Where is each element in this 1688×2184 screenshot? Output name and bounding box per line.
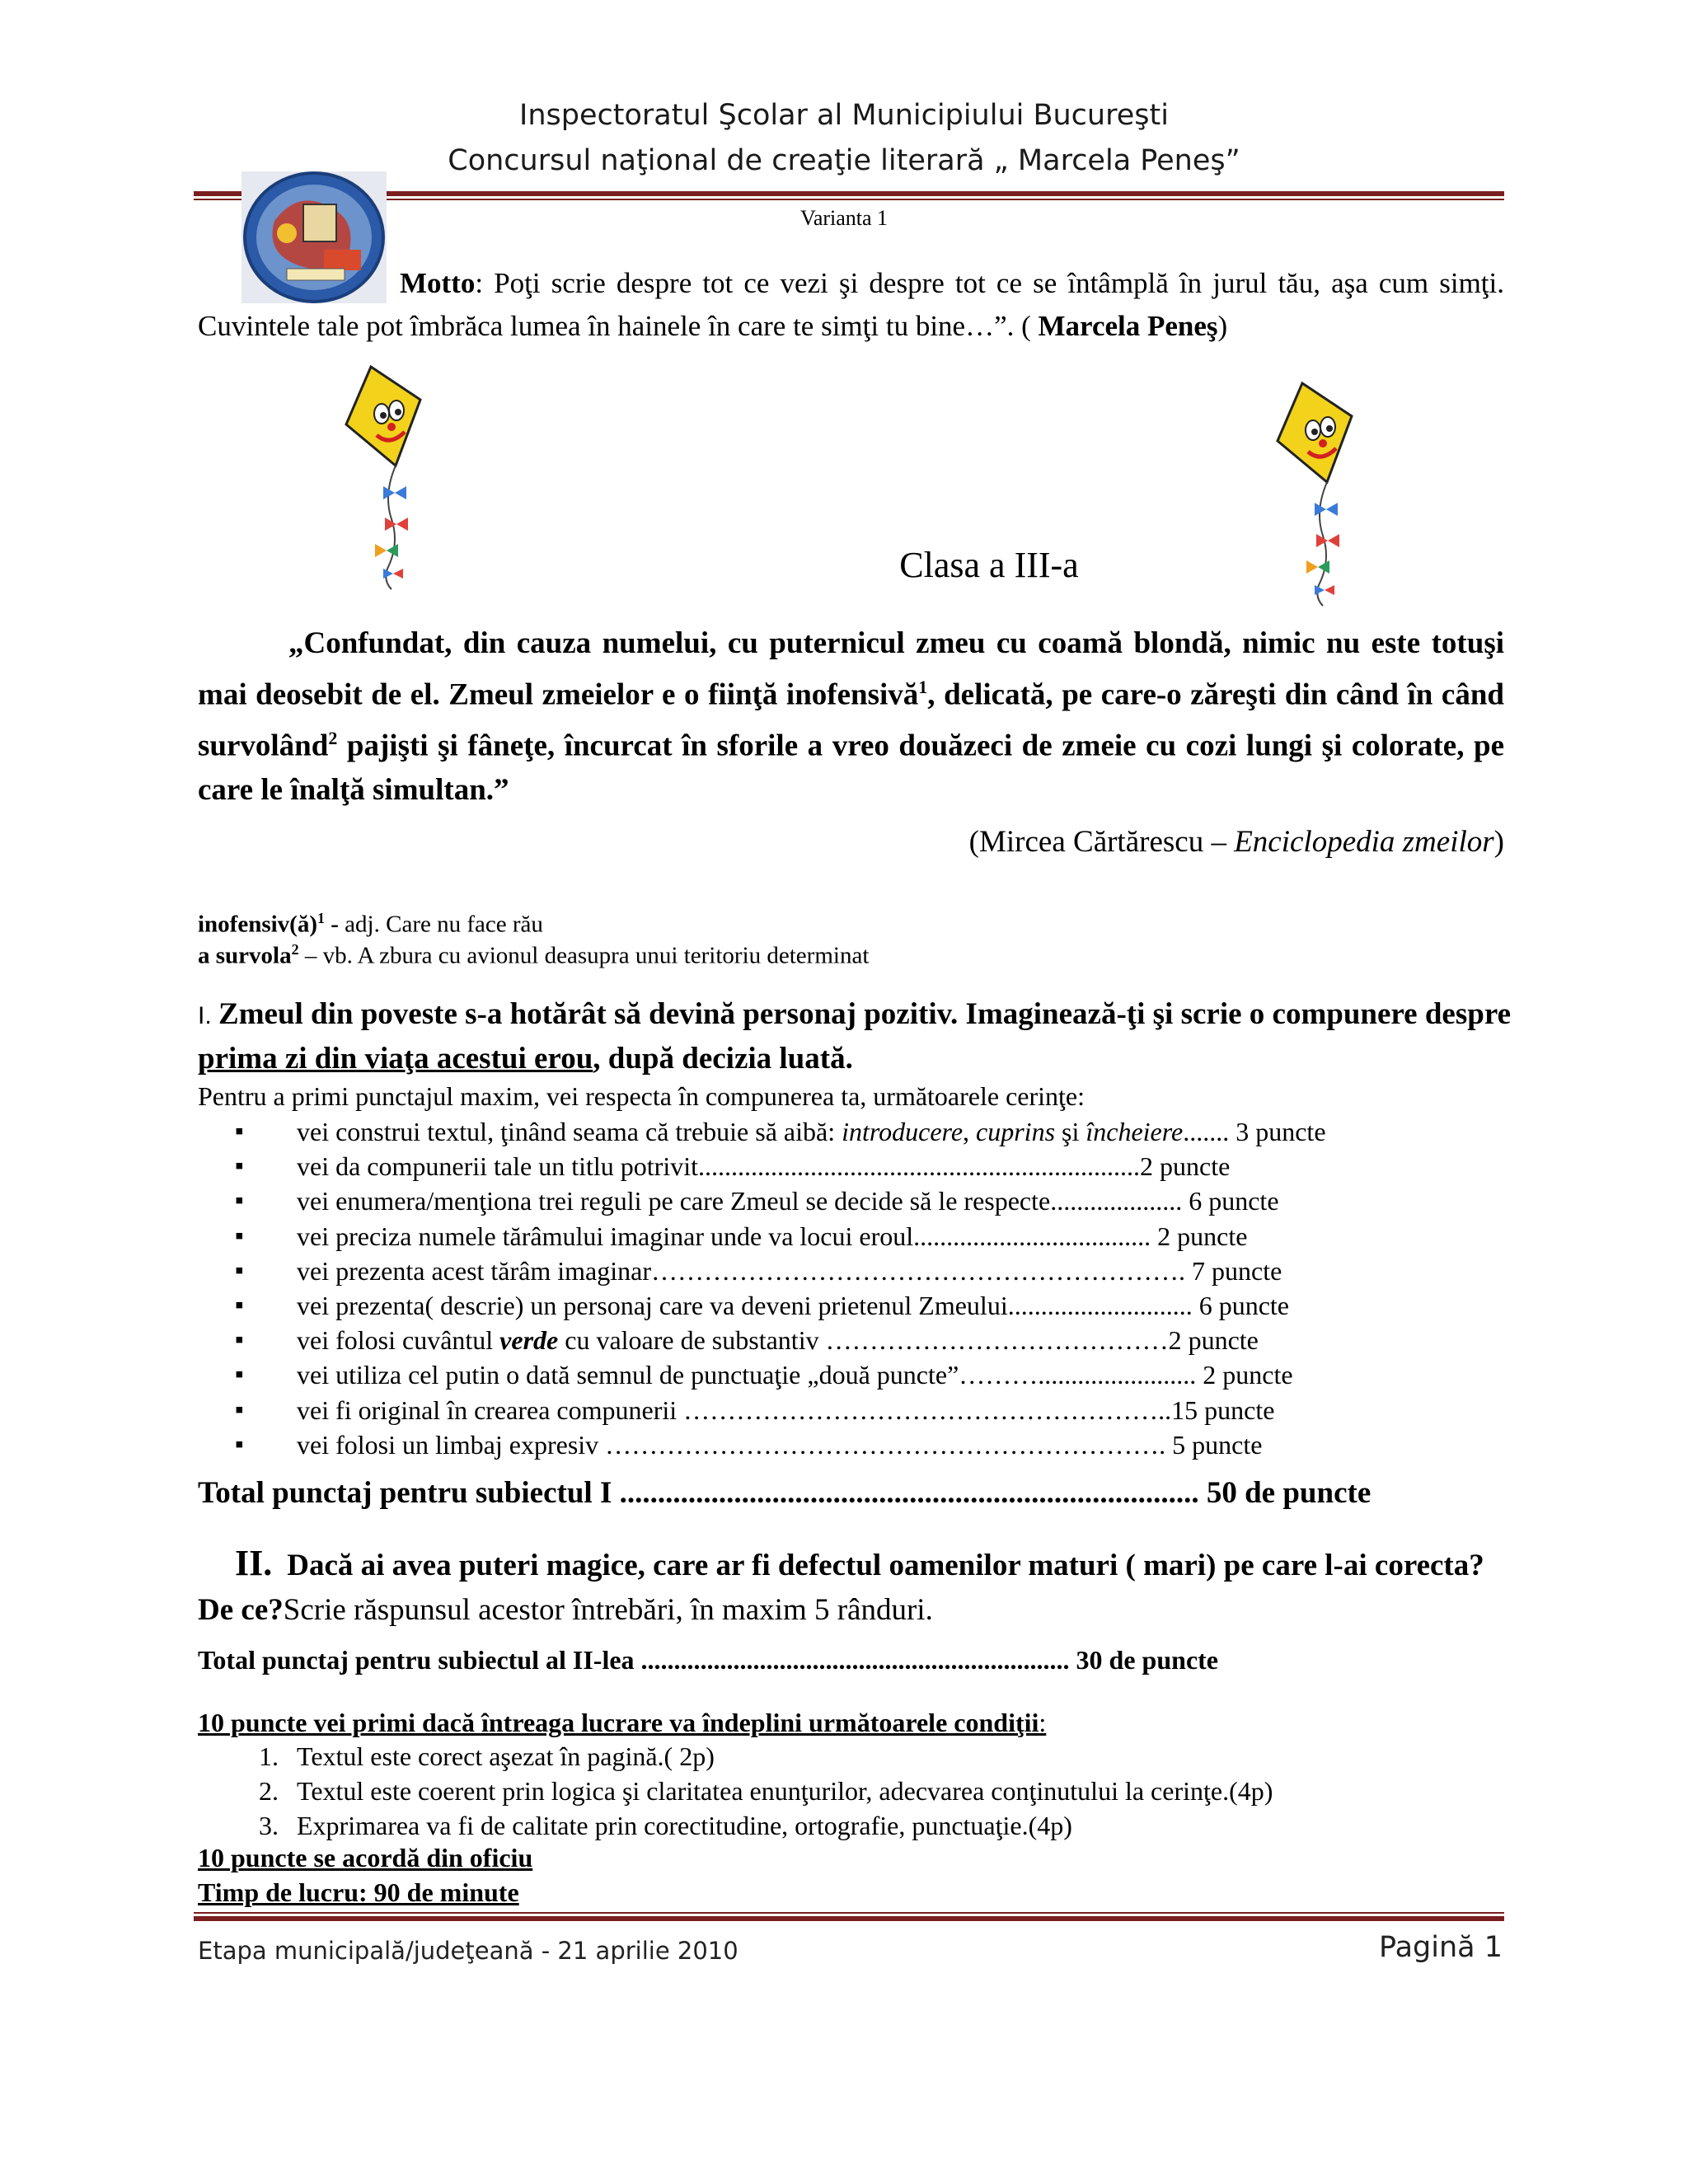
condition-item [198, 1739, 1273, 1774]
glossary-definition: adj. Care nu face rău [345, 911, 543, 938]
glossary-sup: 2 [291, 941, 299, 958]
subject-2-instruction: Scrie răspunsul acestor întrebări, în maxim 5 rânduri. [283, 1593, 933, 1627]
variant-label: Varianta 1 [799, 206, 889, 230]
footer-stage-date: Etapa municipală/judeţeană - 21 aprilie 2010 [198, 1937, 738, 1965]
footer-page-number: Pagină 1 [1379, 1931, 1503, 1964]
requirement-item: ▪ vei prezenta( descrie) un personaj care va deveni prietenul Zmeului............................ 6 puncte [235, 1288, 1504, 1323]
footnote-ref-1: 1 [918, 677, 928, 697]
quote-part-2: , delicată, pe care-o zăreşti din când în când survolând [198, 677, 1505, 763]
glossary-sep: - [325, 911, 345, 938]
condition-item [198, 1774, 1273, 1808]
header-contest: Concursul naţional de creaţie literară „ Marcela Peneş” [448, 144, 1240, 177]
condition-text: Exprimarea va fi de calitate prin corectitudine, ortografie, punctuaţie.(4p) [297, 1811, 1072, 1840]
subject-1-prompt [198, 993, 1517, 1080]
quote-paragraph [198, 621, 1504, 812]
oficiu-note: 10 puncte se acordă din oficiu [198, 1843, 533, 1872]
kite-left-illustration [326, 363, 449, 593]
footer-rule-thick [194, 1916, 1504, 1921]
motto-paragraph [198, 262, 1504, 348]
requirements-list [235, 1114, 1504, 1462]
requirement-item: ▪ vei enumera/menţiona trei reguli pe care Zmeul se decide să le respecte.................... 6 puncte [235, 1183, 1504, 1218]
glossary-term: inofensiv(ă) [198, 911, 317, 938]
requirement-item: ▪ vei folosi un limbaj expresiv ………………………………………………………. 5 puncte [235, 1427, 1504, 1462]
subject-1-text-end: , după decizia luată. [593, 1042, 853, 1076]
footer-rule-thin [194, 1912, 1504, 1914]
quote-part-3: pajişti şi fâneţe, încurcat în sforile a vreo douăzeci de zmeie cu cozi lungi şi colorate, pe care le înalţă simultan.” [198, 729, 1504, 807]
subject-1-total: Total punctaj pentru subiectul I ............................................................................ 50 de puncte [198, 1476, 1372, 1510]
conditions-list [198, 1739, 1273, 1843]
subject-2-total: Total punctaj pentru subiectul al II-lea ................................................................. 30 de puncte [198, 1645, 1218, 1675]
requirement-item [235, 1114, 1504, 1149]
glossary-term: a survola [198, 942, 292, 969]
motto-text: : Poţi scrie despre tot ce vezi şi despre tot ce se întâmplă în jurul tău, aşa cum simţi. Cuvintele tale pot îmbrăca lumea în hainele în care te simţi tu bine…”. ( [198, 267, 1504, 342]
req-introducere: introducere [842, 1117, 964, 1146]
class-title: Clasa a III-a [899, 545, 1079, 585]
glossary-sep: – [298, 942, 323, 969]
requirement-item [235, 1323, 1504, 1357]
req-incheiere: încheiere [1085, 1117, 1184, 1146]
requirements-intro: Pentru a primi punctajul maxim, vei respecta în compunerea ta, următoarele cerinţe: [198, 1081, 1085, 1111]
condition-item [198, 1808, 1273, 1843]
subject-1-number: I. [198, 1002, 219, 1029]
motto-author: Marcela Peneş [1038, 310, 1218, 342]
source-end: ) [1493, 825, 1504, 859]
quote-part-1: „Confundat, din cauza numelui, cu puternicul zmeu cu coamă blondă, nimic nu este totuşi mai deosebit de el. Zmeul zmeielor e o fiinţă inofensivă [198, 626, 1504, 712]
req-text: vei folosi cuvântul [297, 1325, 500, 1356]
req-points: ....... 3 puncte [1183, 1117, 1326, 1146]
requirement-item: ▪ vei da compunerii tale un titlu potrivit...................................................................2 puncte [235, 1149, 1504, 1183]
subject-1-text: Zmeul din poveste s-a hotărât să devină personaj pozitiv. Imaginează-ţi şi scrie o compunere despre [218, 997, 1511, 1031]
source-author: (Mircea Cărtărescu – [968, 825, 1235, 859]
motto-label: Motto [400, 267, 476, 299]
header-rule-thin [194, 199, 1504, 200]
requirement-item: ▪ vei fi original în crearea compunerii ………………………………………………..15 puncte [235, 1393, 1504, 1427]
req-sep: , [963, 1117, 977, 1146]
req-verde: verde [499, 1325, 559, 1356]
subject-2-number: II. [235, 1543, 273, 1583]
conditions-heading [198, 1708, 1046, 1738]
req-cuprins: cuprins [976, 1117, 1056, 1146]
condition-text: Textul este corect aşezat în pagină.( 2p) [297, 1741, 715, 1771]
requirement-item: ▪ vei utiliza cel putin o dată semnul de punctuaţie „două puncte”………........................ 2 puncte [235, 1357, 1504, 1392]
conditions-heading-text: 10 puncte vei primi dacă întreaga lucrare va îndeplini următoarele condiţii [198, 1708, 1039, 1737]
time-limit: Timp de lucru: 90 de minute [198, 1877, 519, 1907]
requirement-item: ▪ vei preciza numele tărâmului imaginar unde va locui eroul.................................... 2 puncte [235, 1219, 1504, 1254]
condition-number: 2. [259, 1776, 279, 1806]
source-book: Enciclopedia zmeilor [1234, 825, 1494, 859]
req-sep: şi [1055, 1117, 1086, 1146]
glossary-entry-2 [198, 934, 869, 972]
condition-text: Textul este coerent prin logica şi claritatea enunţurilor, adecvarea conţinutului la cerinţe.(4p) [297, 1776, 1273, 1806]
req-text: vei construi textul, ţinând seama că trebuie să aibă: [297, 1117, 842, 1146]
glossary-sup: 1 [317, 910, 325, 926]
condition-number: 3. [259, 1811, 279, 1840]
subject-2-question: Dacă ai avea puteri magice, care ar fi defectul oamenilor maturi ( mari) pe care l-ai corecta? De ce? [198, 1549, 1484, 1627]
condition-number: 1. [259, 1741, 279, 1771]
header-institution: Inspectoratul Şcolar al Municipiului Bucureşti [519, 99, 1169, 132]
motto-end: ) [1217, 310, 1228, 342]
requirement-item: ▪ vei prezenta acest tărâm imaginar……………………………………………………. 7 puncte [235, 1254, 1504, 1288]
kite-right-illustration [1257, 379, 1381, 610]
subject-1-underlined: prima zi din viaţa acestui erou [198, 1042, 593, 1076]
header-rule-thick [194, 191, 1504, 196]
quote-source [969, 824, 1504, 860]
req-text-end: cu valoare de substantiv …………………………………2 puncte [558, 1325, 1259, 1356]
footnote-ref-2: 2 [328, 728, 338, 749]
subject-2-prompt [198, 1541, 1517, 1633]
glossary-definition: vb. A zbura cu avionul deasupra unui teritoriu determinat [322, 942, 870, 969]
conditions-heading-colon: : [1039, 1708, 1047, 1737]
